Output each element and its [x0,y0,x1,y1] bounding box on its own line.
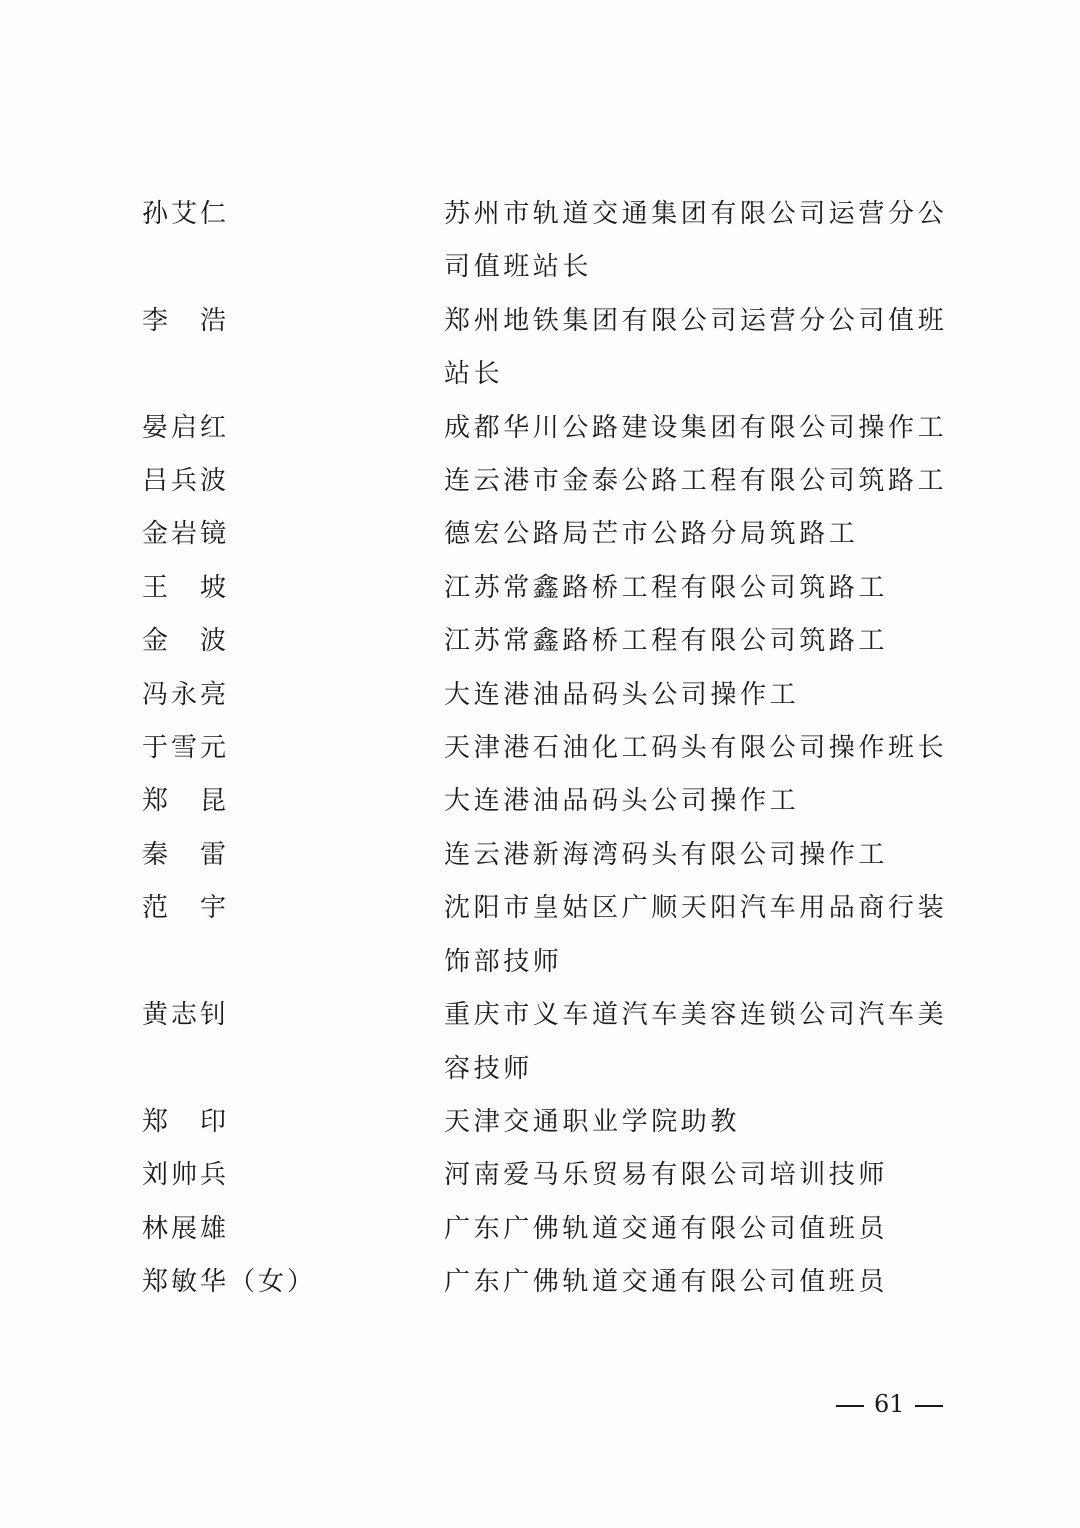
list-item [0,882,1080,989]
organization-title: 德宏公路局芒市公路分局筑路工 [444,519,859,550]
page-number-dash-left [836,1405,864,1407]
list-item [0,1256,1080,1309]
list-item [0,615,1080,668]
person-name: 林展雄 [142,1213,230,1244]
organization-title: 重庆市义车道汽车美容连锁公司汽车美 容技师 [444,1000,948,1084]
person-name: 范 宇 [142,893,227,924]
person-name: 李 浩 [142,305,227,336]
organization-title: 天津港石油化工码头有限公司操作班长 [444,733,948,764]
organization-title: 大连港油品码头公司操作工 [444,679,800,710]
list-item [0,669,1080,722]
page-number: 61 [826,1384,953,1424]
list-item [0,562,1080,615]
award-list [0,188,1080,1310]
list-item [0,295,1080,402]
organization-title: 成都华川公路建设集团有限公司操作工 [444,412,948,443]
list-item [0,188,1080,295]
person-name: 晏启红 [142,412,230,443]
organization-title: 连云港新海湾码头有限公司操作工 [444,839,889,870]
organization-title: 大连港油品码头公司操作工 [444,786,800,817]
person-name: 郑 印 [142,1106,227,1137]
list-item [0,1096,1080,1149]
list-item [0,829,1080,882]
list-item [0,402,1080,455]
list-item [0,775,1080,828]
person-name: 金岩镜 [142,519,230,550]
organization-title: 江苏常鑫路桥工程有限公司筑路工 [444,626,889,657]
list-item [0,1203,1080,1256]
list-item [0,1149,1080,1202]
list-item [0,455,1080,508]
person-name: 秦 雷 [142,839,227,870]
organization-title: 沈阳市皇姑区广顺天阳汽车用品商行装 饰部技师 [444,893,948,977]
person-name: 郑 昆 [142,786,227,817]
person-name: 刘帅兵 [142,1160,230,1191]
list-item [0,722,1080,775]
person-name: 吕兵波 [142,466,230,497]
list-item [0,508,1080,561]
person-name: 金 波 [142,626,227,657]
person-name: 于雪元 [142,733,230,764]
person-name: 黄志钊 [142,1000,230,1031]
organization-title: 苏州市轨道交通集团有限公司运营分公 司值班站长 [444,199,948,283]
organization-title: 广东广佛轨道交通有限公司值班员 [444,1267,889,1298]
organization-title: 连云港市金泰公路工程有限公司筑路工 [444,466,948,497]
organization-title: 广东广佛轨道交通有限公司值班员 [444,1213,889,1244]
list-item [0,989,1080,1096]
person-name: 郑敏华（女） [142,1267,317,1298]
organization-title: 江苏常鑫路桥工程有限公司筑路工 [444,572,889,603]
person-name: 王 坡 [142,572,227,603]
organization-title: 河南爱马乐贸易有限公司培训技师 [444,1160,889,1191]
person-name: 冯永亮 [142,679,230,710]
page-number-dash-right [915,1405,943,1407]
person-name: 孙艾仁 [142,199,230,229]
organization-title: 天津交通职业学院助教 [444,1106,741,1137]
organization-title: 郑州地铁集团有限公司运营分公司值班 站长 [444,305,948,390]
